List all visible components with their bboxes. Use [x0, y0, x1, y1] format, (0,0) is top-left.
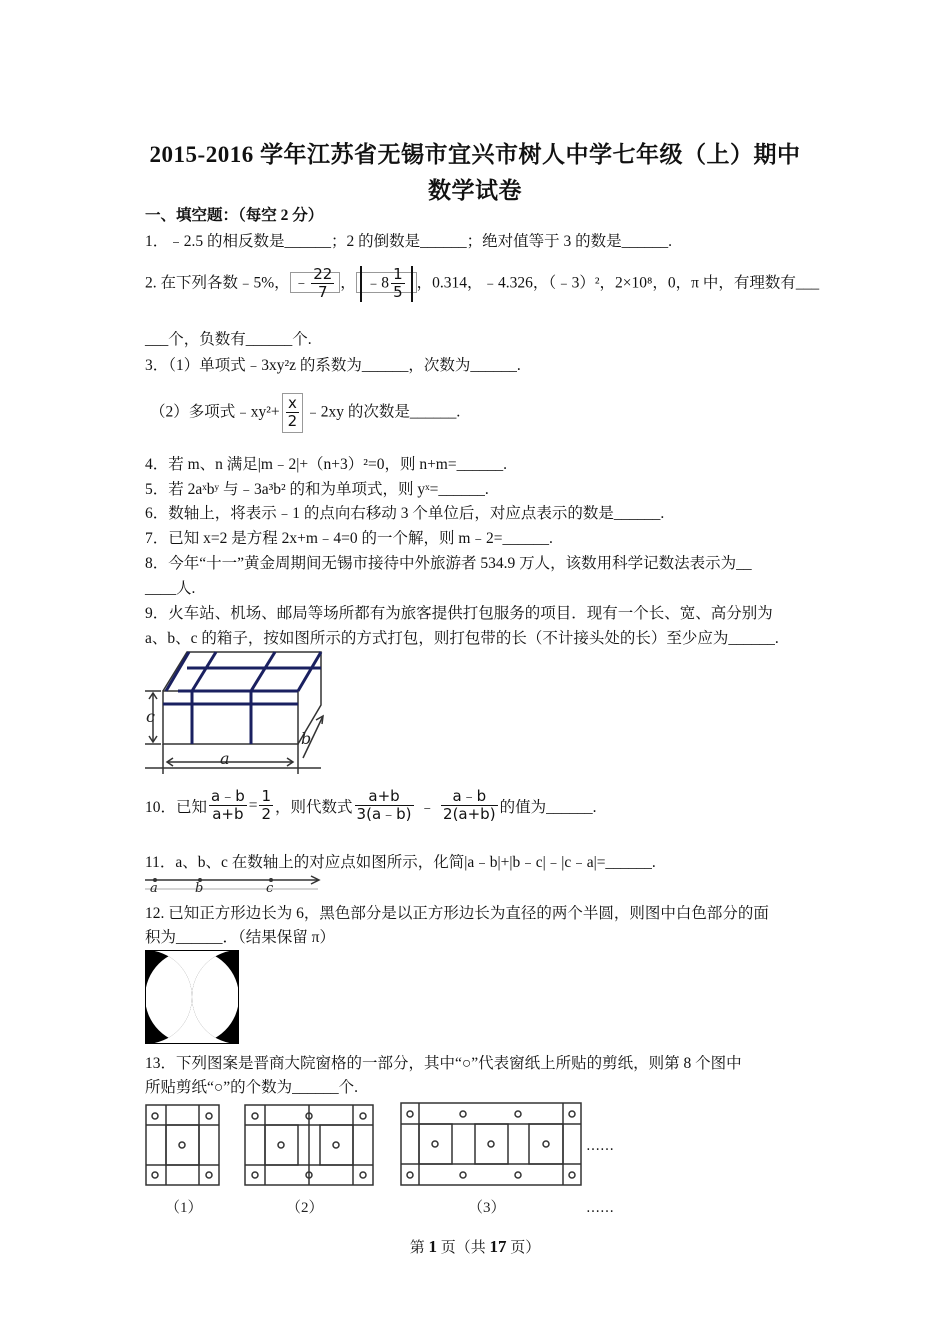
question-6: 6．数轴上，将表示﹣1 的点向右移动 3 个单位后，对应点表示的数是______.: [145, 505, 665, 522]
page-title: 2015-2016 学年江苏省无锡市宜兴市树人中学七年级（上）期中: [149, 142, 801, 167]
footer-post: 页）: [506, 1240, 541, 1256]
q10-f3-num: a+b: [355, 788, 414, 806]
numline-label-a: a: [150, 881, 158, 894]
q10-minus: ﹣: [419, 798, 436, 816]
box-label-a: a: [220, 749, 230, 768]
page-subtitle: 数学试卷: [428, 178, 522, 203]
box-diagram: [143, 650, 328, 775]
question-7: 7．已知 x=2 是方程 2x+m﹣4=0 的一个解，则 m﹣2=______.: [145, 530, 553, 547]
q10-fraction-2: [259, 788, 273, 824]
question-12-line1: 12. 已知正方形边长为 6，黑色部分是以正方形边长为直径的两个半圆，则图中白色部分的面: [145, 905, 769, 922]
q3-den: 2: [287, 412, 298, 431]
q2-fraction-1: [290, 265, 341, 302]
question-4: 4．若 m、n 满足|m﹣2|+（n+3）²=0，则 n+m=______.: [145, 456, 507, 473]
question-13-line1: 13．下列图案是晋商大院窗格的一部分，其中“○”代表窗纸上所贴的剪纸，则第 8 个图中: [145, 1055, 742, 1072]
pattern-caption-2: （2）: [286, 1200, 324, 1216]
page-footer: [0, 1236, 950, 1257]
q3-fraction: [282, 393, 304, 433]
pattern-caption-3: （3）: [468, 1200, 506, 1216]
pattern-ellipsis-1: ……: [586, 1138, 614, 1154]
window-pattern-diagram: [143, 1100, 623, 1220]
question-8-line2: ____人.: [145, 580, 196, 597]
footer-total-pages: 17: [489, 1237, 507, 1256]
q2-prefix: 2. 在下列各数﹣5%，: [145, 274, 290, 292]
footer-page-number: 1: [428, 1237, 437, 1256]
q3-num: x: [286, 395, 300, 413]
box-label-c: c: [146, 707, 155, 726]
number-line-diagram: [143, 870, 323, 894]
q10-f2-num: 1: [261, 787, 272, 805]
question-5: 5．若 2aˣbʸ 与﹣3a³b² 的和为单项式，则 yˣ=______.: [145, 481, 489, 498]
q3-part2-prefix: （2）多项式﹣xy²+: [150, 403, 280, 421]
question-3-part1: 3．（1）单项式﹣3xy²z 的系数为______，次数为______.: [145, 357, 521, 374]
numline-label-b: b: [195, 881, 204, 894]
q10-f2-den: 2: [261, 805, 272, 824]
question-11: 11．a、b、c 在数轴上的对应点如图所示，化简|a﹣b|+|b﹣c|﹣|c﹣a|=______.: [145, 854, 656, 871]
footer-pre: 第: [409, 1240, 429, 1256]
q2-suffix: ，0.314，﹣4.326，（﹣3）²，2×10⁸，0，π 中，有理数有___: [416, 274, 820, 292]
q2-f2-den: 5: [393, 283, 403, 302]
question-9-line2: a、b、c 的箱子，按如图所示的方式打包，则打包带的长（不计接头处的长）至少应为______.: [145, 630, 779, 647]
q10-equals: =: [248, 796, 258, 814]
question-9-line1: 9．火车站、机场、邮局等场所都有为旅客提供打包服务的项目．现有一个长、宽、高分别为: [145, 605, 773, 622]
pattern-caption-1: （1）: [165, 1200, 203, 1216]
section-heading: 一、填空题：（每空 2 分）: [145, 207, 324, 224]
q10-fraction-4: [441, 788, 498, 824]
q10-f3-den: 3(a﹣b): [356, 805, 412, 824]
question-1: 1．﹣2.5 的相反数是______；2 的倒数是______；绝对值等于 3 的数是______.: [145, 233, 673, 250]
q10-fraction-3: [355, 788, 414, 824]
question-2-line2: ___个，负数有______个.: [145, 331, 312, 348]
q10-suffix: 的值为______.: [499, 798, 597, 816]
q2-f1-sign: ﹣: [293, 274, 310, 292]
q10-f4-den: 2(a+b): [443, 805, 496, 824]
box-label-b: b: [301, 729, 312, 748]
footer-mid: 页（共: [436, 1240, 490, 1256]
q10-prefix: 10．已知: [145, 798, 208, 816]
question-13-line2: 所贴剪纸“○”的个数为______个.: [145, 1079, 358, 1096]
q2-f1-den: 7: [317, 283, 328, 302]
question-10: [145, 788, 596, 824]
q3-part2-suffix: ﹣2xy 的次数是______.: [305, 403, 461, 421]
square-semicircles-diagram: [145, 950, 239, 1044]
q10-f1-den: a+b: [212, 805, 244, 824]
q2-f2-num: 1: [393, 265, 403, 283]
q10-mid: ，则代数式: [275, 798, 353, 816]
question-3-part2: [150, 393, 460, 433]
question-8-line1: 8．今年“十一”黄金周期间无锡市接待中外旅游者 534.9 万人，该数用科学记数法表示为__: [145, 555, 752, 572]
q2-f2-prefix: ﹣8: [365, 274, 390, 292]
question-2: 2. 在下列各数﹣5%， ﹣ $\frac{22}{7}$ ， ﹣8 $\frac{1}{5}$ ，0.314，﹣4.326，（﹣3）²，2×10⁸，0，π 中，有理数有___: [145, 265, 820, 302]
question-12-line2: 积为______．（结果保留 π）: [145, 929, 335, 946]
q10-f4-num: a﹣b: [441, 788, 498, 806]
q2-f1-num: 22: [313, 265, 333, 283]
numline-label-c: c: [266, 881, 274, 894]
q10-fraction-1: [209, 788, 247, 824]
q2-fraction-2: [356, 265, 417, 302]
pattern-ellipsis-2: ……: [586, 1200, 614, 1216]
q10-f1-num: a﹣b: [211, 787, 245, 805]
